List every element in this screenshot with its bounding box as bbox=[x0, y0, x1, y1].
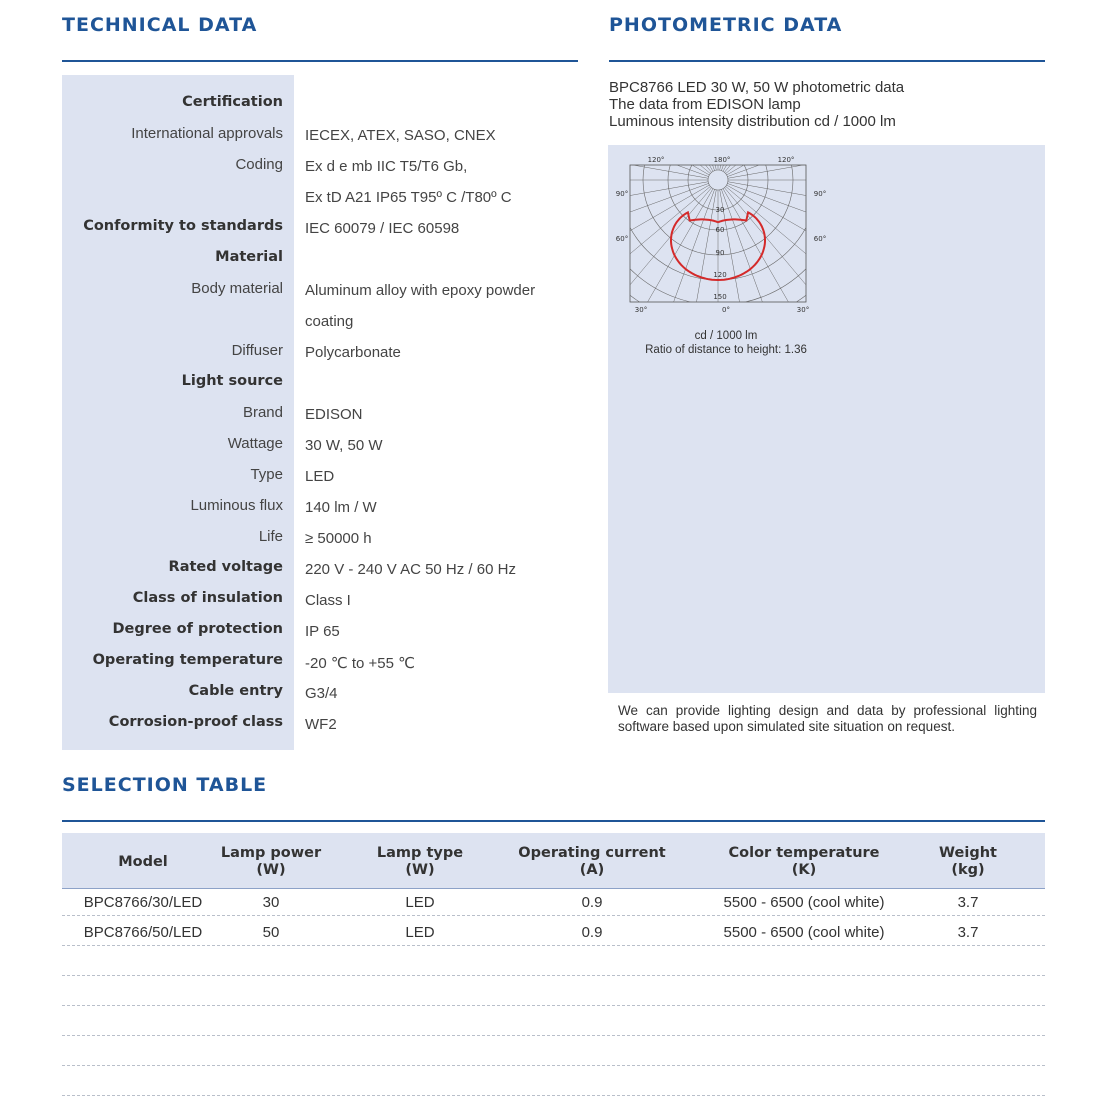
table-cell: BPC8766/50/LED bbox=[83, 924, 203, 941]
angle-label-top-center: 180° bbox=[713, 156, 731, 164]
grid-spoke bbox=[724, 188, 838, 317]
grid-spoke bbox=[727, 185, 838, 280]
technical-data-heading: TECHNICAL DATA bbox=[62, 14, 258, 36]
grid-spoke bbox=[615, 189, 713, 317]
grid-spoke bbox=[650, 189, 715, 317]
column-header-title: Lamp type bbox=[376, 845, 464, 861]
angle-label-left-60: 60° bbox=[615, 235, 629, 243]
tech-value: G3/4 bbox=[305, 685, 338, 702]
tech-label: Light source bbox=[181, 373, 283, 389]
table-row-divider bbox=[62, 1095, 1045, 1096]
tech-value: coating bbox=[305, 313, 354, 330]
column-header-title: Lamp power bbox=[220, 845, 322, 861]
tech-row bbox=[62, 82, 582, 113]
selection-table-rule bbox=[62, 820, 1045, 822]
column-header: Model bbox=[118, 854, 168, 870]
tech-row bbox=[62, 330, 582, 361]
tech-label: Life bbox=[258, 528, 283, 545]
column-header-unit: (A) bbox=[579, 862, 605, 878]
photometric-data-heading: PHOTOMETRIC DATA bbox=[609, 14, 843, 36]
tech-row bbox=[62, 454, 582, 485]
tech-value: Class I bbox=[305, 592, 351, 609]
column-header-title: Weight bbox=[939, 845, 997, 861]
tech-row bbox=[62, 392, 582, 423]
tech-row bbox=[62, 299, 582, 330]
column-header bbox=[492, 845, 692, 879]
tech-row bbox=[62, 485, 582, 516]
lighting-design-note: We can provide lighting design and data by professional lighting software based upon simulated site situation on request. bbox=[618, 703, 1037, 734]
tech-row bbox=[62, 268, 582, 299]
tech-label: Corrosion-proof class bbox=[108, 714, 283, 730]
photometric-line-1: BPC8766 LED 30 W, 50 W photometric data bbox=[609, 79, 905, 96]
technical-data-rule bbox=[62, 60, 578, 62]
table-row-divider bbox=[62, 915, 1045, 916]
tech-label: Rated voltage bbox=[168, 559, 283, 575]
radial-label: 60 bbox=[715, 226, 725, 234]
column-header bbox=[360, 845, 480, 879]
tech-row bbox=[62, 237, 582, 268]
tech-value: IECEX, ATEX, SASO, CNEX bbox=[305, 127, 496, 144]
tech-label: Body material bbox=[191, 280, 283, 297]
polar-diagram bbox=[608, 152, 838, 317]
tech-value: 220 V - 240 V AC 50 Hz / 60 Hz bbox=[305, 561, 516, 578]
photometric-data-rule bbox=[609, 60, 1045, 62]
column-header bbox=[689, 845, 919, 879]
tech-value: -20 ℃ to +55 ℃ bbox=[305, 655, 415, 672]
tech-value: 140 lm / W bbox=[305, 499, 377, 516]
tech-value: ≥ 50000 h bbox=[305, 530, 372, 547]
tech-row bbox=[62, 175, 582, 206]
table-cell: 30 bbox=[262, 894, 280, 911]
column-header-unit: (W) bbox=[256, 862, 286, 878]
tech-label: International approvals bbox=[131, 125, 283, 142]
column-header-unit: (kg) bbox=[951, 862, 985, 878]
table-row-divider bbox=[62, 1005, 1045, 1006]
tech-label: Certification bbox=[182, 94, 283, 110]
radial-label: 30 bbox=[715, 206, 725, 214]
grid-circle bbox=[708, 170, 728, 190]
grid-spoke bbox=[608, 185, 709, 280]
tech-label: Luminous flux bbox=[190, 497, 283, 514]
column-header-unit: (K) bbox=[791, 862, 817, 878]
tech-row bbox=[62, 702, 582, 733]
tech-row bbox=[62, 547, 582, 578]
tech-value: EDISON bbox=[305, 406, 363, 423]
unit-caption: cd / 1000 lm bbox=[694, 330, 758, 342]
tech-label: Wattage bbox=[227, 435, 283, 452]
radial-label: 120 bbox=[713, 271, 727, 279]
photometric-line-2: The data from EDISON lamp bbox=[609, 96, 801, 113]
grid-spoke bbox=[721, 189, 786, 317]
grid-spoke bbox=[618, 152, 713, 171]
table-cell: 0.9 bbox=[581, 924, 603, 941]
column-header-unit: (W) bbox=[405, 862, 435, 878]
tech-label: Material bbox=[215, 249, 283, 265]
ratio-caption: Ratio of distance to height: 1.36 bbox=[645, 344, 807, 356]
table-cell: 50 bbox=[262, 924, 280, 941]
tech-row bbox=[62, 516, 582, 547]
table-row-divider bbox=[62, 975, 1045, 976]
column-header bbox=[206, 845, 336, 879]
tech-value: 30 W, 50 W bbox=[305, 437, 383, 454]
selection-table-heading: SELECTION TABLE bbox=[62, 774, 268, 796]
tech-row bbox=[62, 113, 582, 144]
column-header-title: Color temperature bbox=[728, 845, 880, 861]
angle-label-bottom-center: 0° bbox=[722, 306, 730, 314]
angle-label-right-90: 90° bbox=[813, 190, 827, 198]
tech-label: Diffuser bbox=[231, 342, 283, 359]
photometric-line-3: Luminous intensity distribution cd / 1000 lm bbox=[609, 113, 896, 130]
angle-label-left-90: 90° bbox=[615, 190, 629, 198]
column-header-title: Operating current bbox=[518, 845, 666, 861]
grid-spoke bbox=[723, 152, 818, 171]
grid-spoke bbox=[683, 152, 716, 170]
tech-row bbox=[62, 640, 582, 671]
table-row-divider bbox=[62, 1065, 1045, 1066]
angle-label-bottom-left: 30° bbox=[634, 306, 648, 314]
tech-value: Ex d e mb IIC T5/T6 Gb, bbox=[305, 158, 468, 175]
table-cell: 0.9 bbox=[581, 894, 603, 911]
table-cell: LED bbox=[405, 924, 435, 941]
tech-value: WF2 bbox=[305, 716, 337, 733]
tech-row bbox=[62, 609, 582, 640]
tech-label: Conformity to standards bbox=[83, 218, 283, 234]
grid-spoke bbox=[683, 190, 716, 317]
grid-spoke bbox=[728, 182, 838, 215]
photometric-description bbox=[609, 79, 904, 130]
table-cell: 5500 - 6500 (cool white) bbox=[723, 894, 885, 911]
table-cell: LED bbox=[405, 894, 435, 911]
tech-value: IEC 60079 / IEC 60598 bbox=[305, 220, 460, 237]
table-cell: 3.7 bbox=[957, 924, 979, 941]
table-cell: BPC8766/30/LED bbox=[83, 894, 203, 911]
table-cell: 3.7 bbox=[957, 894, 979, 911]
column-header bbox=[918, 845, 1018, 879]
tech-label: Cable entry bbox=[188, 683, 283, 699]
angle-label-top-left: 120° bbox=[647, 156, 665, 164]
table-cell: 5500 - 6500 (cool white) bbox=[723, 924, 885, 941]
table-row-divider bbox=[62, 1035, 1045, 1036]
tech-value: Aluminum alloy with epoxy powder bbox=[305, 282, 536, 299]
tech-label: Coding bbox=[235, 156, 283, 173]
tech-value: IP 65 bbox=[305, 623, 340, 640]
tech-row bbox=[62, 423, 582, 454]
radial-label: 150 bbox=[713, 293, 727, 301]
tech-label: Type bbox=[250, 466, 283, 483]
tech-value: Polycarbonate bbox=[305, 344, 401, 361]
tech-row bbox=[62, 671, 582, 702]
tech-label: Degree of protection bbox=[112, 621, 283, 637]
radial-label: 90 bbox=[715, 249, 725, 257]
tech-label: Class of insulation bbox=[132, 590, 283, 606]
tech-row bbox=[62, 578, 582, 609]
angle-label-right-60: 60° bbox=[813, 235, 827, 243]
angle-label-top-right: 120° bbox=[777, 156, 795, 164]
tech-row bbox=[62, 361, 582, 392]
tech-label: Operating temperature bbox=[92, 652, 283, 668]
tech-label: Brand bbox=[242, 404, 283, 421]
tech-value: Ex tD A21 IP65 T95º C /T80º C bbox=[305, 189, 512, 206]
table-row-divider bbox=[62, 945, 1045, 946]
tech-row bbox=[62, 144, 582, 175]
angle-label-bottom-right: 30° bbox=[796, 306, 810, 314]
grid-spoke bbox=[723, 189, 818, 317]
tech-value: LED bbox=[305, 468, 335, 485]
grid-spoke bbox=[608, 188, 712, 317]
tech-row bbox=[62, 206, 582, 237]
